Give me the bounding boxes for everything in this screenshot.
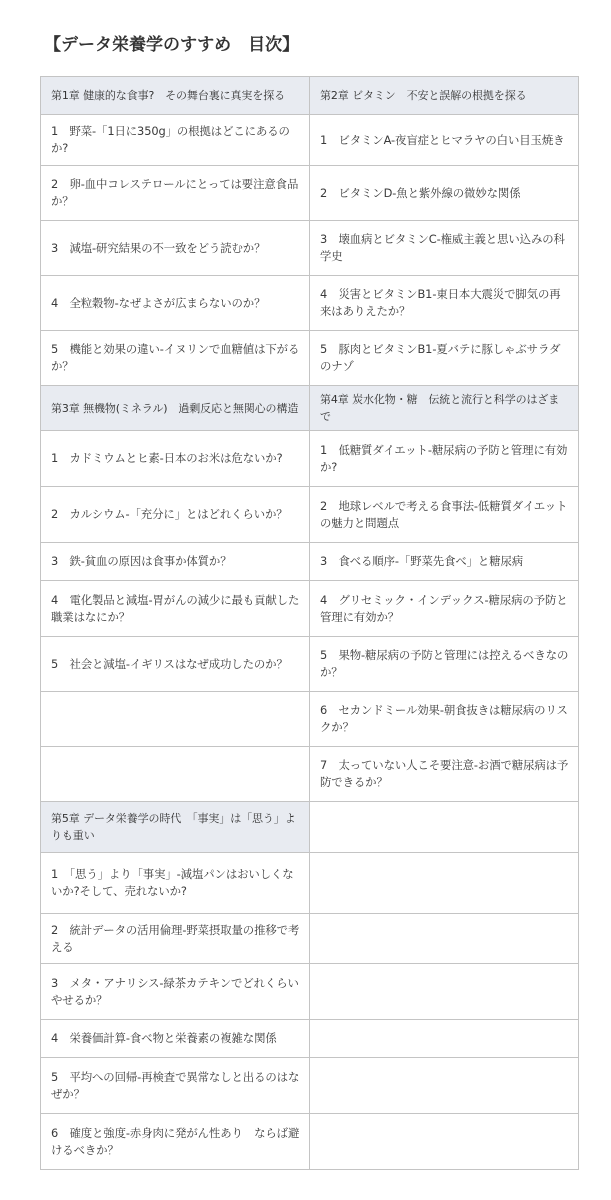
toc-entry (310, 964, 579, 1020)
toc-entry: 4 グリセミック・インデックス-糖尿病の予防と管理に有効か？ (310, 581, 579, 637)
chapter-5-heading: 第5章 データ栄養学の時代 「事実」は「思う」よりも重い (41, 802, 310, 853)
toc-entry: 4 災害とビタミンB1-東日本大震災で脚気の再来はありえたか？ (310, 276, 579, 331)
toc-entry: 2 地球レベルで考える食事法-低糖質ダイエットの魅力と問題点 (310, 487, 579, 543)
toc-entry: 1 「思う」より「事実」-減塩パンはおいしくないか?そして、売れないか? (41, 853, 310, 914)
table-row (41, 115, 579, 166)
toc-entry (41, 747, 310, 802)
table-row (41, 276, 579, 331)
table-row (41, 802, 579, 853)
table-row (41, 431, 579, 487)
toc-entry: 3 食べる順序-「野菜先食べ」と糖尿病 (310, 543, 579, 581)
table-row (41, 853, 579, 914)
toc-entry: 1 野菜-「1日に350g」の根拠はどこにあるのか? (41, 115, 310, 166)
table-row (41, 166, 579, 221)
toc-entry (310, 1058, 579, 1114)
toc-entry: 6 セカンドミール効果-朝食抜きは糖尿病のリスクか？ (310, 692, 579, 747)
toc-entry (310, 1114, 579, 1170)
toc-entry: 3 壊血病とビタミンC-権威主義と思い込みの科学史 (310, 221, 579, 276)
table-row (41, 77, 579, 115)
toc-entry: 1 カドミウムとヒ素-日本のお米は危ないか? (41, 431, 310, 487)
table-row (41, 331, 579, 386)
toc-entry: 3 メタ・アナリシス-緑茶カテキンでどれくらいやせるか？ (41, 964, 310, 1020)
table-row (41, 581, 579, 637)
toc-entry: 6 確度と強度-赤身肉に発がん性あり ならば避けるべきか？ (41, 1114, 310, 1170)
toc-entry: 2 カルシウム-「充分に」とはどれくらいか？ (41, 487, 310, 543)
table-row (41, 692, 579, 747)
toc-entry: 4 電化製品と減塩-胃がんの減少に最も貢献した職業はなにか？ (41, 581, 310, 637)
table-row (41, 543, 579, 581)
toc-entry (310, 1020, 579, 1058)
toc-entry: 3 鉄-貧血の原因は食事か体質か？ (41, 543, 310, 581)
toc-entry (41, 692, 310, 747)
toc-entry: 5 平均への回帰-再検査で異常なしと出るのはなぜか？ (41, 1058, 310, 1114)
toc-entry: 3 減塩-研究結果の不一致をどう読むか？ (41, 221, 310, 276)
toc-entry: 7 太っていない人こそ要注意-お酒で糖尿病は予防できるか？ (310, 747, 579, 802)
table-row (41, 1058, 579, 1114)
toc-entry: 5 豚肉とビタミンB1-夏バテに豚しゃぶサラダのナゾ (310, 331, 579, 386)
chapter-4-heading: 第4章 炭水化物・糖 伝統と流行と科学のはざまで (310, 386, 579, 431)
toc-entry: 2 ビタミンD-魚と紫外線の微妙な関係 (310, 166, 579, 221)
toc-entry: 2 統計データの活用倫理-野菜摂取量の推移で考える (41, 914, 310, 964)
table-row (41, 1114, 579, 1170)
toc-entry: 4 栄養価計算-食べ物と栄養素の複雑な関係 (41, 1020, 310, 1058)
table-row (41, 221, 579, 276)
table-row (41, 964, 579, 1020)
table-of-contents (40, 76, 579, 1170)
table-row (41, 914, 579, 964)
table-row (41, 487, 579, 543)
toc-entry: 5 機能と効果の違い-イヌリンで血糖値は下がるか？ (41, 331, 310, 386)
chapter-3-heading: 第3章 無機物(ミネラル) 過剰反応と無関心の構造 (41, 386, 310, 431)
toc-entry (310, 914, 579, 964)
table-row (41, 386, 579, 431)
toc-entry: 5 果物-糖尿病の予防と管理には控えるべきなのか？ (310, 637, 579, 692)
table-row (41, 1020, 579, 1058)
toc-entry: 1 ビタミンA-夜盲症とヒマラヤの白い目玉焼き (310, 115, 579, 166)
chapter-1-heading: 第1章 健康的な食事? その舞台裏に真実を探る (41, 77, 310, 115)
toc-entry: 1 低糖質ダイエット-糖尿病の予防と管理に有効か? (310, 431, 579, 487)
page-title: 【データ栄養学のすすめ 目次】 (44, 35, 300, 55)
table-row (41, 747, 579, 802)
table-row (41, 637, 579, 692)
toc-entry (310, 853, 579, 914)
chapter-2-heading: 第2章 ビタミン 不安と誤解の根拠を探る (310, 77, 579, 115)
toc-entry: 2 卵-血中コレステロールにとっては要注意食品か？ (41, 166, 310, 221)
toc-entry: 5 社会と減塩-イギリスはなぜ成功したのか？ (41, 637, 310, 692)
toc-entry: 4 全粒穀物-なぜよさが広まらないのか？ (41, 276, 310, 331)
toc-entry (310, 802, 579, 853)
